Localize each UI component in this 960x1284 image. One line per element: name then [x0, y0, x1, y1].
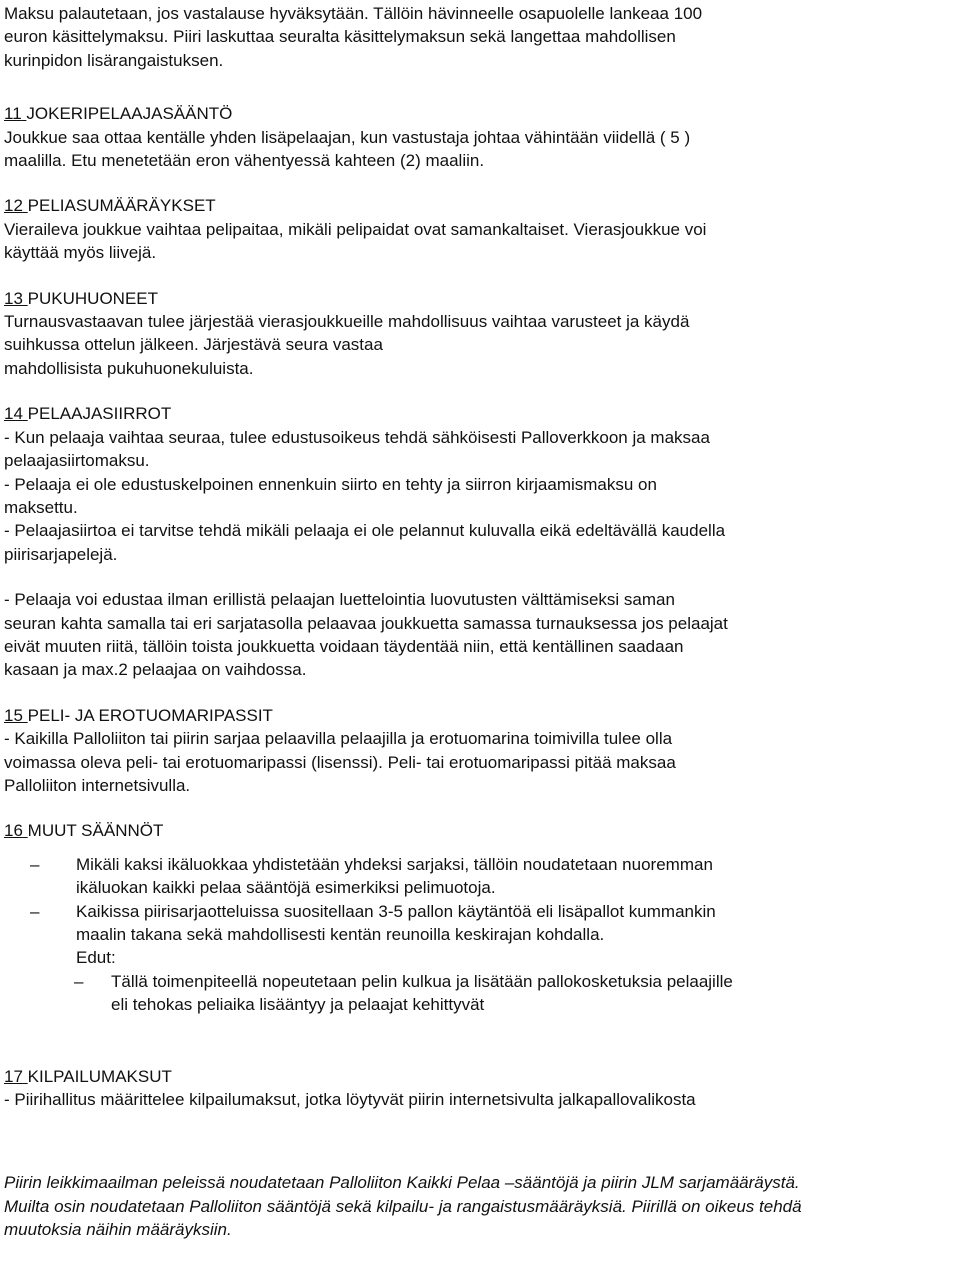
- footer-note: [4, 1171, 954, 1241]
- intro-paragraph: [4, 2, 954, 72]
- section-14: [4, 402, 954, 681]
- section-12: [4, 194, 954, 264]
- section-line: eivät muuten riitä, tällöin toista joukkuetta voidaan täydentää niin, että kentällinen saadaan: [4, 636, 684, 656]
- intro-line: Maksu palautetaan, jos vastalause hyväksytään. Tällöin hävinneelle osapuolelle lankeaa 100: [4, 4, 703, 23]
- section-number: 15: [4, 705, 23, 725]
- section-line: seuran kahta samalla tai eri sarjatasolla pelaavaa joukkuetta samassa turnauksessa jos pelaajat: [4, 613, 728, 633]
- benefits-list: [4, 970, 954, 1017]
- section-line: - Pelaaja voi edustaa ilman erillistä pelaajan luettelointia luovutusten välttämiseksi saman: [4, 590, 675, 610]
- section-line: mahdollisista pukuhuonekuluista.: [4, 358, 254, 378]
- section-heading: [4, 402, 954, 425]
- list-item-line: Tällä toimenpiteellä nopeutetaan pelin kulkua ja lisätään pallokosketuksia pelaajille: [111, 971, 733, 991]
- list-item-line: maalin takana sekä mahdollisesti kentän reunoilla keskirajan kohdalla.: [76, 925, 605, 944]
- section-13: [4, 287, 954, 381]
- section-title: PELIASUMÄÄRÄYKSET: [27, 196, 216, 216]
- section-11: [4, 102, 954, 172]
- dash-bullet: –: [74, 971, 84, 991]
- list-item-line: eli tehokas peliaika lisääntyy ja pelaajat kehittyvät: [111, 995, 485, 1015]
- list-item: [4, 900, 954, 947]
- section-line: - Pelaajasiirtoa ei tarvitse tehdä mikäli pelaaja ei ole pelannut kuluvalla eikä edeltävällä kaudella: [4, 521, 726, 541]
- section-title: PUKUHUONEET: [27, 288, 159, 308]
- section-line: - Kun pelaaja vaihtaa seuraa, tulee edustusoikeus tehdä sähköisesti Palloverkkoon ja maksaa: [4, 427, 710, 447]
- section-line: maksettu.: [4, 497, 78, 517]
- section-line: Joukkue saa ottaa kentälle yhden lisäpelaajan, kun vastustaja johtaa vähintään viidellä ( 5 ): [4, 127, 691, 147]
- list-item: [4, 970, 954, 1017]
- section-line: - Piirihallitus määrittelee kilpailumaksut, jotka löytyvät piirin internetsivulta jalkapallovalikosta: [4, 1090, 696, 1110]
- section-number: 14: [4, 404, 23, 424]
- section-line: suihkussa ottelun jälkeen. Järjestävä seura vastaa: [4, 335, 383, 355]
- section-line: - Kaikilla Palloliiton tai piirin sarjaa pelaavilla pelaajilla ja erotuomarina toimivilla tulee olla: [4, 729, 673, 749]
- section-line: käyttää myös liivejä.: [4, 243, 157, 263]
- footer-line: muutoksia näihin määräyksiin.: [4, 1220, 232, 1240]
- intro-line: kurinpidon lisärangaistuksen.: [4, 50, 224, 70]
- dash-bullet: –: [30, 901, 40, 921]
- list-item-line: Mikäli kaksi ikäluokkaa yhdistetään yhdeksi sarjaksi, tällöin noudatetaan nuoremman: [76, 854, 713, 874]
- section-heading: [4, 287, 954, 310]
- section-line: - Pelaaja ei ole edustuskelpoinen ennenkuin siirto en tehty ja siirron kirjaamismaksu on: [4, 474, 657, 494]
- section-title: PELAAJASIIRROT: [27, 404, 172, 424]
- section-heading: [4, 1065, 954, 1088]
- section-heading: [4, 704, 954, 727]
- footer-line: Muilta osin noudatetaan Palloliiton sääntöjä sekä kilpailu- ja rangaistusmääräyksiä. Piirillä on oikeus tehdä: [4, 1196, 802, 1216]
- dash-bullet: –: [30, 854, 40, 874]
- section-heading: [4, 102, 954, 125]
- section-line: kasaan ja max.2 pelaajaa on vaihdossa.: [4, 660, 307, 680]
- intro-line: euron käsittelymaksu. Piiri laskuttaa seuralta käsittelymaksun sekä langettaa mahdollisen: [4, 27, 676, 47]
- section-number: 12: [4, 196, 23, 216]
- list-item: [4, 853, 954, 900]
- section-number: 13: [4, 288, 23, 308]
- section-17: [4, 1065, 954, 1112]
- section-heading: [4, 194, 954, 217]
- section-heading: [4, 819, 954, 842]
- section-line: maalilla. Etu menetetään eron vähentyessä kahteen (2) maaliin.: [4, 151, 485, 171]
- section-title: JOKERIPELAAJASÄÄNTÖ: [26, 104, 233, 124]
- section-line: voimassa oleva peli- tai erotuomaripassi (lisenssi). Peli- tai erotuomaripassi pitää maksaa: [4, 752, 676, 772]
- section-16: [4, 819, 954, 1016]
- section-title: PELI- JA EROTUOMARIPASSIT: [27, 705, 273, 725]
- section-number: 11: [4, 104, 22, 124]
- document-page: [4, 2, 954, 1242]
- list-item-line: ikäluokan kaikki pelaa sääntöjä esimerkiksi pelimuotoja.: [76, 878, 496, 898]
- list-item-line: Kaikissa piirisarjaotteluissa suositellaan 3-5 pallon käytäntöä eli lisäpallot kummankin: [76, 901, 716, 921]
- section-line: Palloliiton internetsivulla.: [4, 775, 191, 795]
- section-number: 16: [4, 821, 23, 841]
- rules-list: [4, 853, 954, 947]
- section-line: piirisarjapelejä.: [4, 544, 118, 564]
- section-line: Vieraileva joukkue vaihtaa pelipaitaa, mikäli pelipaidat ovat samankaltaiset. Vierasjoukkue voi: [4, 219, 707, 239]
- benefits-label: Edut:: [76, 948, 116, 968]
- section-line: pelaajasiirtomaksu.: [4, 451, 150, 471]
- section-15: [4, 704, 954, 798]
- section-title: MUUT SÄÄNNÖT: [27, 821, 164, 841]
- section-number: 17: [4, 1066, 23, 1086]
- section-line: Turnausvastaavan tulee järjestää vierasjoukkueille mahdollisuus vaihtaa varusteet ja käydä: [4, 312, 690, 332]
- footer-line: Piirin leikkimaailman peleissä noudatetaan Palloliiton Kaikki Pelaa –sääntöjä ja piirin JLM sarjamääräystä.: [4, 1173, 800, 1193]
- section-title: KILPAILUMAKSUT: [27, 1066, 172, 1086]
